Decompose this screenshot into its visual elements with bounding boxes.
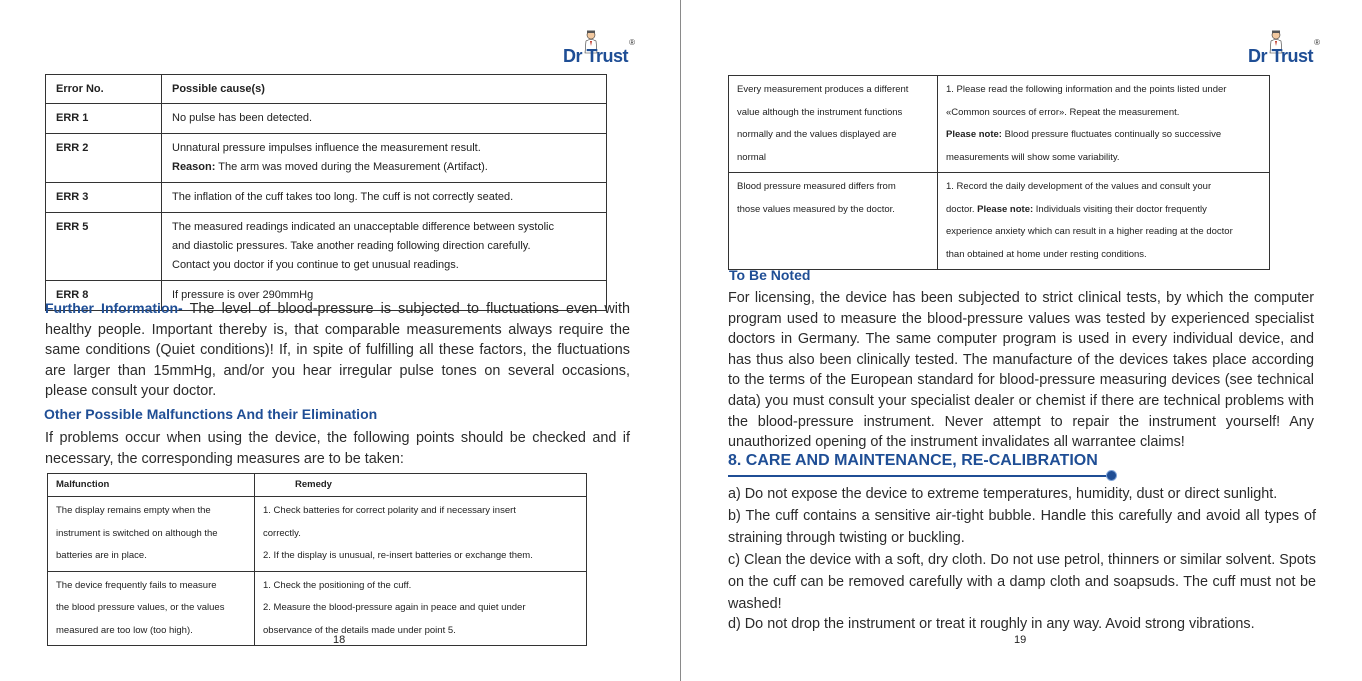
cell-line: The device frequently fails to measure	[56, 579, 217, 591]
dr-trust-logo	[1248, 30, 1320, 70]
remedy-cell	[938, 173, 1270, 270]
cell-line: measurements will show some variability.	[946, 151, 1120, 163]
note-label: Please note:	[946, 129, 1002, 140]
error-cause: No pulse has been detected.	[162, 104, 607, 134]
cell-line: correctly.	[263, 527, 301, 539]
table-row	[46, 104, 607, 134]
error-code: ERR 1	[46, 104, 162, 134]
table-header: Possible cause(s)	[162, 75, 607, 104]
cell-line: The display remains empty when the	[56, 505, 211, 516]
cell-line: observance of the details made under point 5.	[263, 624, 456, 636]
error-cause: If pressure is over 290mmHg	[162, 281, 607, 311]
error-code: ERR 2	[46, 134, 162, 183]
note-prefix: doctor.	[946, 203, 978, 215]
error-code: ERR 3	[46, 183, 162, 213]
dr-trust-logo	[563, 30, 635, 70]
to-be-noted-heading: To Be Noted	[729, 267, 811, 283]
remedy-cell	[255, 571, 587, 646]
note-text: Blood pressure fluctuates continually so successive	[1001, 129, 1222, 140]
cell-line: the blood pressure values, or the values	[56, 602, 225, 613]
remedy-cell	[255, 497, 587, 572]
cell-line: 1. Record the daily development of the values and consult your	[946, 181, 1212, 192]
error-table	[45, 74, 607, 311]
page-18	[0, 0, 680, 681]
table-header: Malfunction	[48, 474, 255, 497]
malfunctions-heading: Other Possible Malfunctions And their Elimination	[44, 406, 378, 422]
error-code: ERR 5	[46, 213, 162, 281]
brand-name: Dr Trust	[1248, 46, 1314, 66]
heading-underline	[728, 475, 1112, 477]
cell-line: normal	[737, 151, 767, 163]
cell-line: value although the instrument functions	[737, 106, 903, 118]
further-information	[45, 298, 630, 402]
care-heading-text: 8. CARE AND MAINTENANCE, RE-CALIBRATION	[728, 452, 1098, 469]
cell-line: normally and the values displayed are	[737, 129, 897, 140]
cell-line: 2. If the display is unusual, re-insert batteries or exchange them.	[263, 550, 533, 561]
cell-line: 1. Please read the following information and the points listed under	[946, 84, 1227, 95]
cell-line	[946, 124, 1261, 147]
reason-text: The arm was moved during the Measurement (Artifact).	[215, 161, 488, 173]
cell-line: Every measurement produces a different	[737, 84, 909, 95]
to-be-noted-text: For licensing, the device has been subjected to strict clinical tests, by which the computer program used to measure the blood-pressure values was tested by experienced specialist doctors in Germany. The same computer program is used in every individual device, and has thus also been clinically tested. The manufacture of the devices takes place according to the terms of the European standard for blood-pressure measuring devices (see technical data) you must consult your specialist dealer or chemist if there are technical problems with the blood-pressure instrument. Never attempt to repair the instrument yourself! Any unauthorized opening of the instrument invalidates all warrantee claims!	[728, 290, 1314, 451]
table-row	[729, 76, 1270, 173]
page-number: 19	[1014, 634, 1027, 646]
cause-line: Contact you doctor if you continue to get unusual readings.	[172, 259, 459, 271]
cell-line: Blood pressure measured differs from	[737, 181, 896, 192]
troubleshoot-table	[728, 75, 1270, 270]
further-information-heading: Further Information-	[45, 300, 183, 316]
table-row	[46, 213, 607, 281]
reason-label: Reason:	[172, 161, 216, 173]
malfunction-cell	[48, 571, 255, 646]
malfunctions-text: If problems occur when using the device, the following points should be checked and if necessary, the corresponding measures are to be taken:	[45, 430, 630, 467]
cell-line: 1. Check batteries for correct polarity and if necessary insert	[263, 505, 516, 516]
error-cause: The inflation of the cuff takes too long. The cuff is not correctly seated.	[162, 183, 607, 213]
cause-line: Unnatural pressure impulses influence the measurement result.	[172, 142, 481, 154]
error-code: ERR 8	[46, 281, 162, 311]
care-heading	[728, 452, 1098, 470]
malfunction-table	[47, 473, 587, 646]
care-item: d) Do not drop the instrument or treat it roughly in any way. Avoid strong vibrations.	[728, 616, 1255, 632]
care-item: b) The cuff contains a sensitive air-tight bubble. Handle this carefully and avoid all types of straining through twisting or buckling.	[728, 508, 1316, 546]
table-row	[48, 497, 587, 572]
table-header-row	[48, 474, 587, 497]
cell-line	[946, 199, 1261, 222]
cell-line: instrument is switched on although the	[56, 527, 218, 539]
malfunction-cell	[729, 76, 938, 173]
brand-name: Dr Trust	[563, 46, 629, 66]
cell-line: than obtained at home under resting conditions.	[946, 248, 1147, 260]
cell-line: «Common sources of error». Repeat the measurement.	[946, 106, 1180, 118]
cell-line: those values measured by the doctor.	[737, 203, 895, 215]
further-information-text: The level of blood-pressure is subjected to fluctuations even with healthy people. Important thereby is, that comparable measurements always require the same conditions (Quiet conditions)! If, in spite of fulfilling all these factors, the fluctuations are larger than 15mmHg, and/or you hear irregular pulse tones on several occasions, please consult your doctor.	[45, 301, 631, 400]
table-header: Error No.	[46, 75, 162, 104]
note-label: Please note:	[977, 203, 1034, 215]
table-row	[46, 183, 607, 213]
registered-mark: ®	[1314, 38, 1320, 47]
malfunction-cell	[729, 173, 938, 270]
cell-line: 1. Check the positioning of the cuff.	[263, 579, 412, 591]
note-text: Individuals visiting their doctor frequently	[1033, 203, 1207, 215]
care-item: a) Do not expose the device to extreme temperatures, humidity, dust or direct sunlight.	[728, 486, 1278, 502]
registered-mark: ®	[629, 38, 635, 47]
table-row	[729, 173, 1270, 270]
error-cause	[162, 213, 607, 281]
table-header-row	[46, 75, 607, 104]
error-cause	[162, 134, 607, 183]
table-row	[48, 571, 587, 646]
page-19	[681, 0, 1361, 681]
page-number: 18	[333, 634, 346, 646]
remedy-cell	[938, 76, 1270, 173]
cell-line: experience anxiety which can result in a higher reading at the doctor	[946, 226, 1233, 237]
table-header: Remedy	[255, 474, 587, 497]
cell-line: measured are too low (too high).	[56, 624, 193, 636]
care-item: c) Clean the device with a soft, dry cloth. Do not use petrol, thinners or similar solvent. Spots on the cuff can be removed carefully with a damp cloth and soapsuds. The cuff must not be washed!	[728, 552, 1316, 612]
cause-line: and diastolic pressures. Take another reading following direction carefully.	[172, 240, 531, 252]
cell-line: 2. Measure the blood-pressure again in peace and quiet under	[263, 602, 526, 613]
cause-line	[172, 158, 596, 177]
cause-line: The measured readings indicated an unacceptable difference between systolic	[172, 221, 554, 233]
cell-line: batteries are in place.	[56, 550, 147, 561]
heading-dot-icon	[1106, 470, 1117, 481]
table-row	[46, 134, 607, 183]
malfunction-cell	[48, 497, 255, 572]
